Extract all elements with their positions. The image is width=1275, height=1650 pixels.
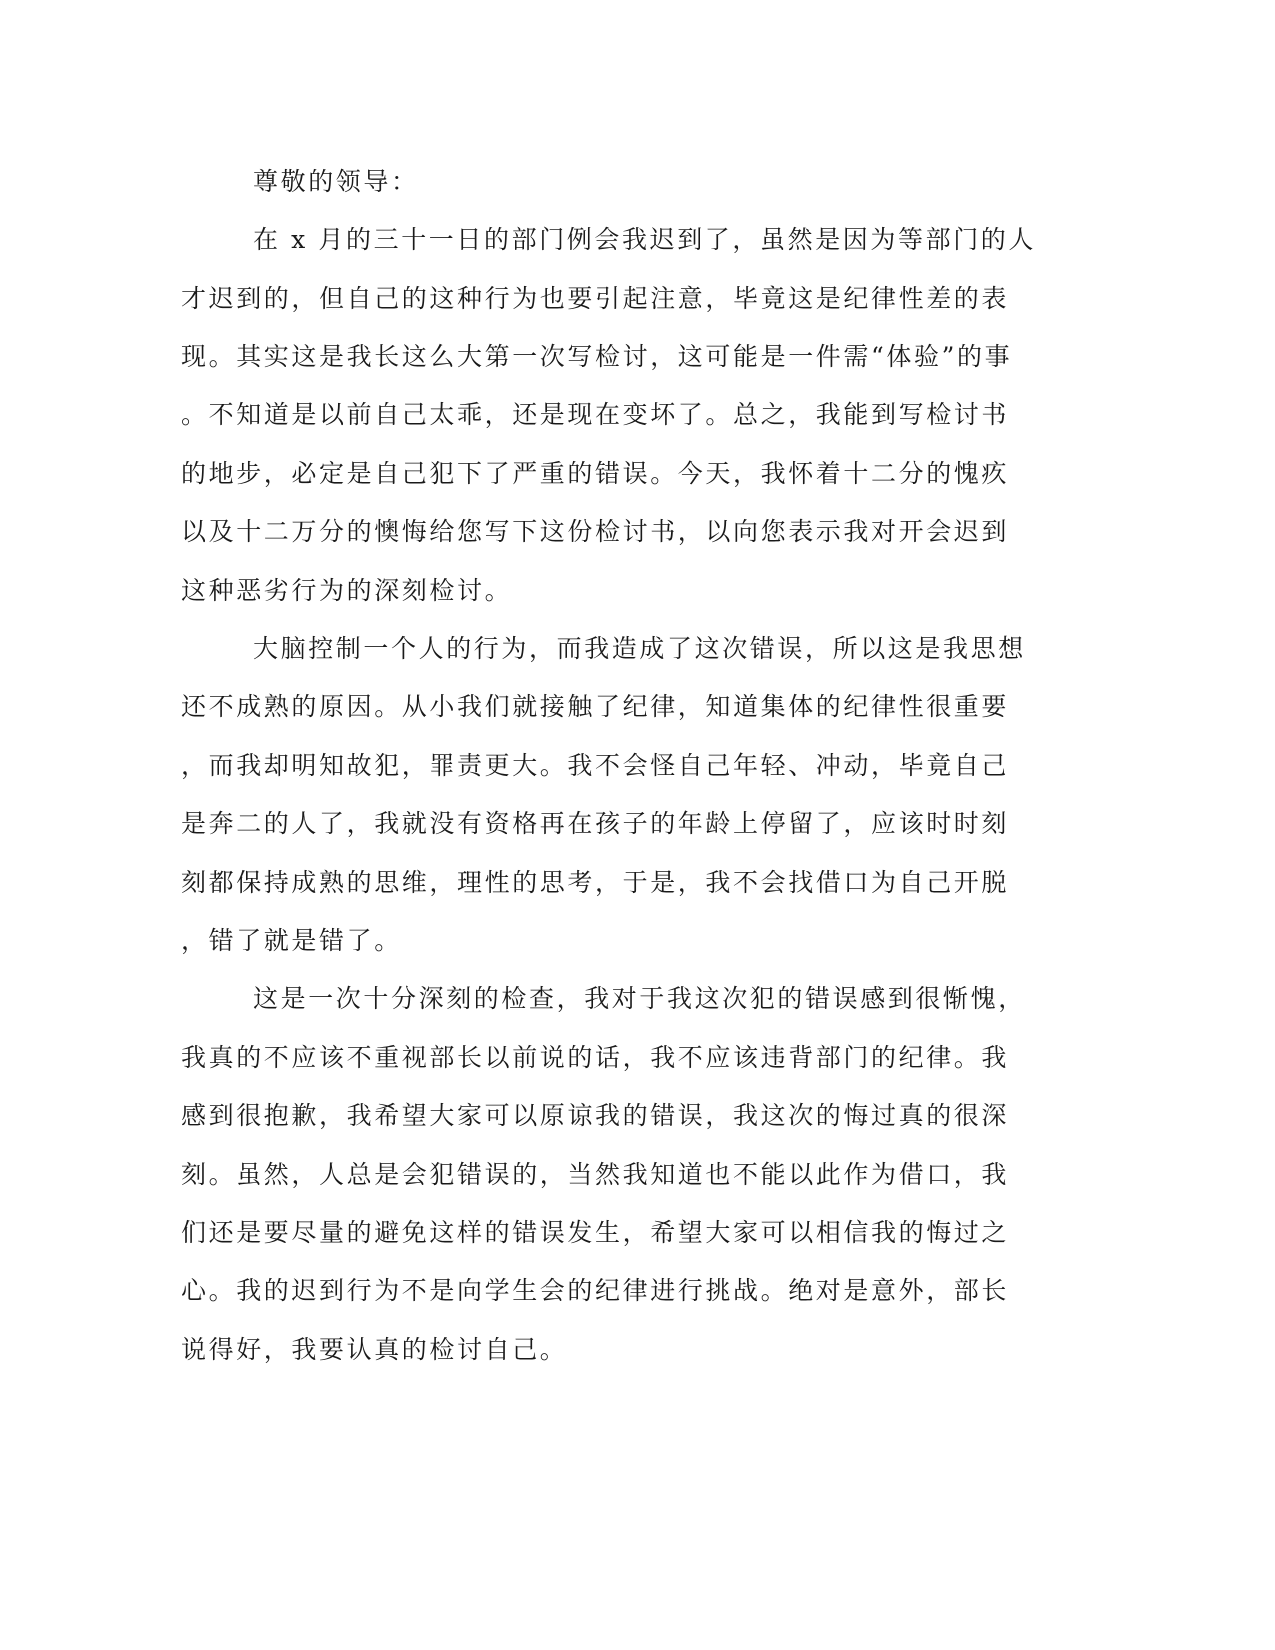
salutation: 尊敬的领导： bbox=[253, 167, 419, 196]
paragraph-1-line-6: 以及十二万分的懊悔给您写下这份检讨书，以向您表示我对开会迟到 bbox=[181, 517, 1010, 546]
paragraph-3-line-6: 心。我的迟到行为不是向学生会的纪律进行挑战。绝对是意外，部长 bbox=[181, 1276, 1010, 1305]
paragraph-1-line-1: 在 x 月的三十一日的部门例会我迟到了，虽然是因为等部门的人 bbox=[253, 225, 1036, 254]
paragraph-1-line-2: 才迟到的，但自己的这种行为也要引起注意，毕竟这是纪律性差的表 bbox=[181, 284, 1010, 313]
paragraph-2-line-1: 大脑控制一个人的行为，而我造成了这次错误，所以这是我思想 bbox=[253, 634, 1026, 663]
paragraph-3-line-4: 刻。虽然，人总是会犯错误的，当然我知道也不能以此作为借口，我 bbox=[181, 1160, 1010, 1189]
paragraph-1-line-3: 现。其实这是我长这么大第一次写检讨，这可能是一件需“体验”的事 bbox=[181, 342, 1013, 371]
paragraph-3-line-1: 这是一次十分深刻的检查，我对于我这次犯的错误感到很惭愧， bbox=[253, 984, 1026, 1013]
paragraph-2-line-5: 刻都保持成熟的思维，理性的思考，于是，我不会找借口为自己开脱 bbox=[181, 868, 1010, 897]
paragraph-3-line-3: 感到很抱歉，我希望大家可以原谅我的错误，我这次的悔过真的很深 bbox=[181, 1101, 1010, 1130]
paragraph-2-line-2: 还不成熟的原因。从小我们就接触了纪律，知道集体的纪律性很重要 bbox=[181, 692, 1010, 721]
paragraph-2-line-3: ，而我却明知故犯，罪责更大。我不会怪自己年轻、冲动，毕竟自己 bbox=[181, 751, 1010, 780]
paragraph-3-line-2: 我真的不应该不重视部长以前说的话，我不应该违背部门的纪律。我 bbox=[181, 1043, 1010, 1072]
paragraph-3-line-5: 们还是要尽量的避免这样的错误发生，希望大家可以相信我的悔过之 bbox=[181, 1218, 1010, 1247]
paragraph-3-line-7: 说得好，我要认真的检讨自己。 bbox=[181, 1335, 568, 1364]
paragraph-2-line-4: 是奔二的人了，我就没有资格再在孩子的年龄上停留了，应该时时刻 bbox=[181, 809, 1010, 838]
paragraph-1-line-4: 。不知道是以前自己太乖，还是现在变坏了。总之，我能到写检讨书 bbox=[181, 400, 1010, 429]
paragraph-1-line-7: 这种恶劣行为的深刻检讨。 bbox=[181, 576, 513, 605]
paragraph-1-line-5: 的地步，必定是自己犯下了严重的错误。今天，我怀着十二分的愧疚 bbox=[181, 459, 1010, 488]
paragraph-2-line-6: ，错了就是错了。 bbox=[181, 926, 402, 955]
